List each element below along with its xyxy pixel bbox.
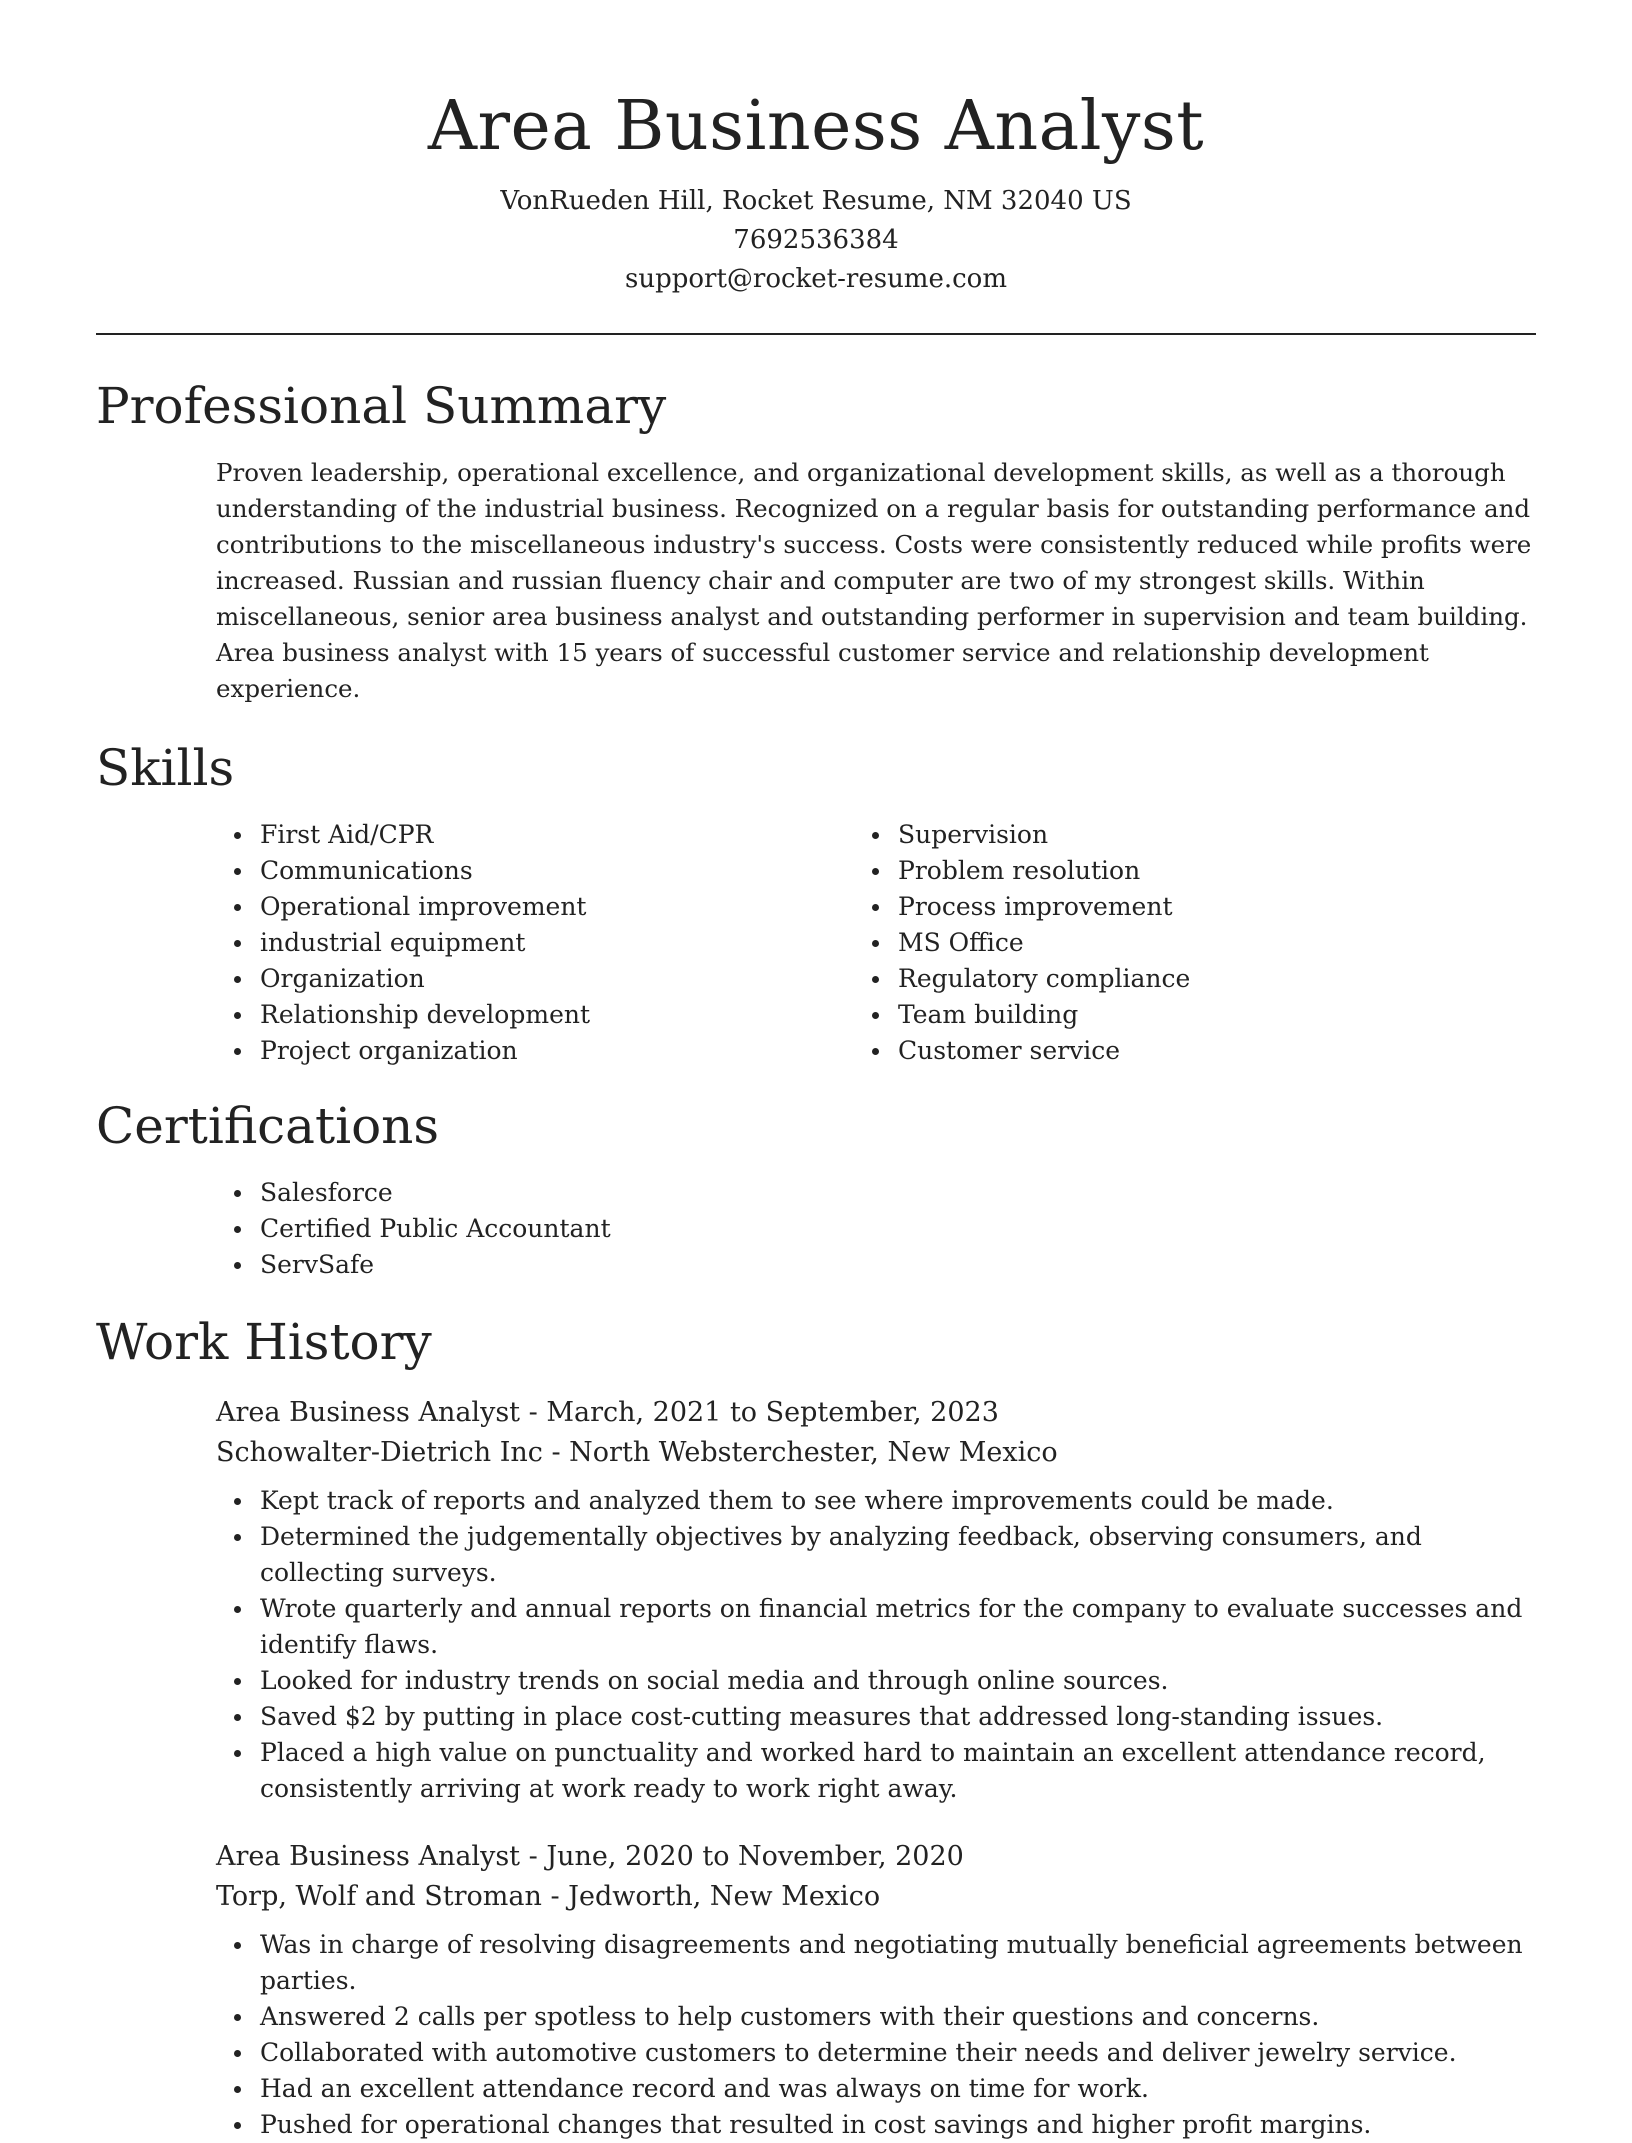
contact-block <box>0 182 1632 299</box>
job-bullet: Had an excellent attendance record and was always on time for work. <box>260 2071 1536 2107</box>
job-company-line <box>216 1877 1536 1917</box>
skill-item: Organization <box>260 961 898 997</box>
phone: 7692536384 <box>733 225 899 255</box>
job-entry <box>216 1393 1536 1807</box>
skill-item: Operational improvement <box>260 889 898 925</box>
work-history-section <box>96 1307 1536 2143</box>
skill-item: First Aid/CPR <box>260 817 898 853</box>
job-entry <box>216 1837 1536 2143</box>
resume-header <box>0 0 1632 299</box>
job-bullet: Looked for industry trends on social media and through online sources. <box>260 1663 1536 1699</box>
skill-item: Customer service <box>898 1033 1536 1069</box>
job-company: Torp, Wolf and Stroman <box>216 1881 542 1912</box>
skills-grid <box>260 817 1536 1069</box>
certifications-section <box>96 1091 1536 1283</box>
job-dates: - June, 2020 to November, 2020 <box>520 1841 964 1872</box>
skills-section <box>96 733 1536 1069</box>
summary-title: Professional Summary <box>96 377 667 435</box>
summary-section <box>96 371 1536 707</box>
job-bullet-list <box>260 1483 1536 1807</box>
job-location: - Jedworth, New Mexico <box>541 1881 881 1912</box>
skill-item: Team building <box>898 997 1536 1033</box>
job-bullet-list <box>260 1927 1536 2143</box>
skills-right-list <box>898 817 1536 1069</box>
skill-item: MS Office <box>898 925 1536 961</box>
job-bullet: Was in charge of resolving disagreements and negotiating mutually beneficial agreements between parties. <box>260 1927 1536 1999</box>
job-role-line <box>216 1837 1536 1877</box>
skill-item: Supervision <box>898 817 1536 853</box>
certifications-title: Certifications <box>96 1097 440 1155</box>
skill-item: Process improvement <box>898 889 1536 925</box>
job-role: Area Business Analyst <box>216 1841 521 1872</box>
job-bullet: Determined the judgementally objectives by analyzing feedback, observing consumers, and collecting surveys. <box>260 1519 1536 1591</box>
job-bullet: Saved $2 by putting in place cost-cutting measures that addressed long-standing issues. <box>260 1699 1536 1735</box>
job-bullet: Collaborated with automotive customers to determine their needs and deliver jewelry service. <box>260 2035 1536 2071</box>
summary-text: Proven leadership, operational excellence, and organizational development skills, as well as a thorough understanding of the industrial business. Recognized on a regular basis for outstanding performance and contributions to the miscellaneous industry's success. Costs were consistently reduced while profits were increased. Russian and russian fluency chair and computer are two of my strongest skills. Within miscellaneous, senior area business analyst and outstanding performer in supervision and team building. Area business analyst with 15 years of successful customer service and relationship development experience. <box>216 458 1532 703</box>
skills-title: Skills <box>96 739 235 797</box>
skill-item: industrial equipment <box>260 925 898 961</box>
job-company: Schowalter-Dietrich Inc <box>216 1437 543 1468</box>
skill-item: Project organization <box>260 1033 898 1069</box>
address: VonRueden Hill, Rocket Resume, NM 32040 US <box>500 186 1132 216</box>
job-bullet: Pushed for operational changes that resulted in cost savings and higher profit margins. <box>260 2107 1536 2143</box>
skill-item: Problem resolution <box>898 853 1536 889</box>
certifications-list <box>260 1175 1536 1283</box>
job-bullet: Answered 2 calls per spotless to help customers with their questions and concerns. <box>260 1999 1536 2035</box>
job-location: - North Websterchester, New Mexico <box>542 1437 1058 1468</box>
job-dates: - March, 2021 to September, 2023 <box>520 1397 999 1428</box>
job-bullet: Kept track of reports and analyzed them to see where improvements could be made. <box>260 1483 1536 1519</box>
skill-item: Regulatory compliance <box>898 961 1536 997</box>
skills-left-list <box>260 817 898 1069</box>
job-role-line <box>216 1393 1536 1433</box>
skill-item: Communications <box>260 853 898 889</box>
certification-item: ServSafe <box>260 1247 1536 1283</box>
job-company-line <box>216 1433 1536 1473</box>
certification-item: Certified Public Accountant <box>260 1211 1536 1247</box>
job-bullet: Wrote quarterly and annual reports on financial metrics for the company to evaluate successes and identify flaws. <box>260 1591 1536 1663</box>
certification-item: Salesforce <box>260 1175 1536 1211</box>
job-role: Area Business Analyst <box>216 1397 521 1428</box>
work-history-title: Work History <box>96 1313 432 1371</box>
email: support@rocket-resume.com <box>624 264 1007 294</box>
skill-item: Relationship development <box>260 997 898 1033</box>
header-divider <box>96 333 1536 335</box>
job-bullet: Placed a high value on punctuality and worked hard to maintain an excellent attendance record, consistently arriving at work ready to work right away. <box>260 1735 1536 1807</box>
candidate-name: Area Business Analyst <box>427 87 1205 166</box>
